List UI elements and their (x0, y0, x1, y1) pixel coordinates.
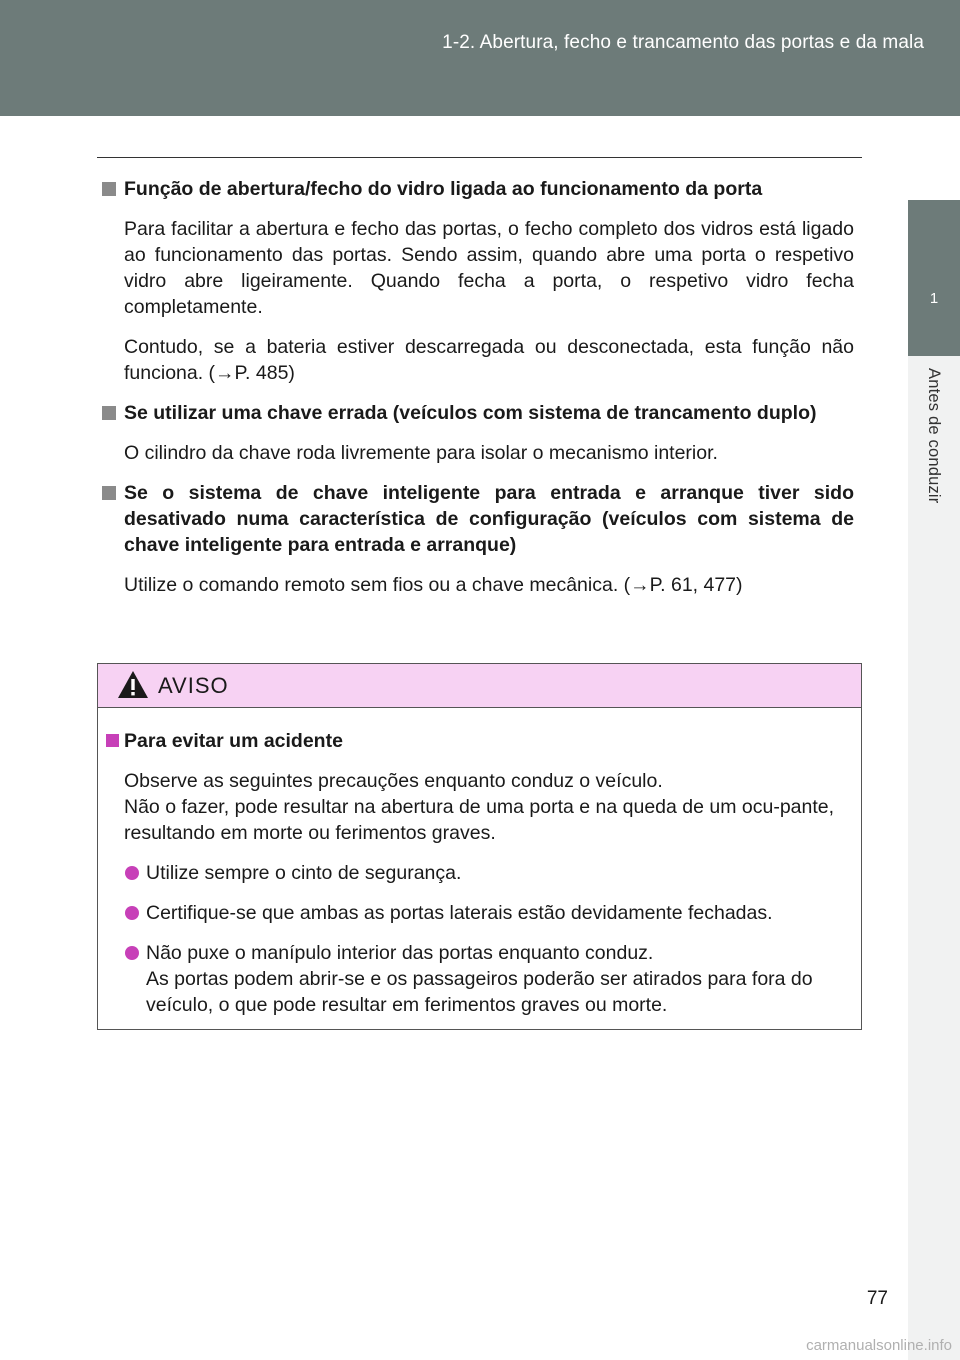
section-paragraph: Utilize o comando remoto sem fios ou a chave mecânica. (→P. 61, 477) (124, 574, 743, 596)
section-heading (102, 400, 854, 426)
warning-text-line: Observe as seguintes precauções enquanto conduz o veículo. (124, 770, 663, 792)
square-bullet-icon (102, 406, 116, 420)
warning-heading (106, 728, 849, 754)
section-paragraph: Para facilitar a abertura e fecho das portas, o fecho completo dos vidros está ligado ao funcionamento das portas. Sendo assim, quando abre uma porta o respetivo vidro abre ligeiramente. Quando fecha a porta, o respetivo vidro fecha completamente. (124, 218, 854, 318)
section-heading-text: Função de abertura/fecho do vidro ligada ao funcionamento da porta (124, 178, 763, 200)
chapter-tab (908, 200, 960, 356)
section-paragraph: O cilindro da chave roda livremente para isolar o mecanismo interior. (124, 442, 718, 464)
section-heading-text: Se utilizar uma chave errada (veículos com sistema de trancamento duplo) (124, 402, 817, 424)
warning-header (98, 664, 861, 708)
section-heading (102, 480, 854, 558)
circle-bullet-icon (125, 906, 139, 920)
warning-box (97, 663, 862, 1030)
section-heading-text: Se o sistema de chave inteligente para entrada e arranque tiver sido desativado numa característica de configuração (veículos com sistema de chave inteligente para entrada e arranque) (124, 482, 854, 556)
main-content (102, 176, 854, 598)
bullet-text: As portas podem abrir-se e os passageiros poderão ser atirados para fora do veículo, o que pode resultar em ferimentos graves ou morte. (146, 968, 813, 1016)
warning-text-line: Não o fazer, pode resultar na abertura de uma porta e na queda de um ocu-pante, resultando em morte ou ferimentos graves. (124, 796, 835, 844)
chapter-label: Antes de conduzir (925, 368, 943, 504)
warning-bullet-item (124, 940, 849, 1018)
bullet-text: Certifique-se que ambas as portas laterais estão devidamente fechadas. (146, 902, 773, 924)
square-bullet-icon (102, 486, 116, 500)
warning-body (98, 708, 861, 1018)
warning-text (124, 768, 849, 846)
watermark: carmanualsonline.info (806, 1337, 952, 1354)
section-heading (102, 176, 854, 202)
warning-heading-text: Para evitar um acidente (124, 730, 343, 752)
section-paragraph: Contudo, se a bateria estiver descarregada ou desconectada, esta função não funciona. (→P. 485) (124, 336, 854, 384)
page-header (0, 0, 960, 116)
warning-bullet-item (124, 860, 849, 886)
warning-triangle-icon (116, 669, 150, 701)
page-number: 77 (866, 1288, 888, 1309)
warning-bullet-item (124, 900, 849, 926)
square-bullet-icon (106, 734, 119, 747)
warning-title: AVISO (158, 673, 229, 698)
chapter-strip (908, 356, 960, 1360)
circle-bullet-icon (125, 946, 139, 960)
chapter-number: 1 (929, 290, 939, 307)
header-title: 1-2. Abertura, fecho e trancamento das portas e da mala (442, 32, 924, 53)
bullet-text: Não puxe o manípulo interior das portas enquanto conduz. (146, 942, 654, 964)
square-bullet-icon (102, 182, 116, 196)
bullet-text: Utilize sempre o cinto de segurança. (146, 862, 462, 884)
circle-bullet-icon (125, 866, 139, 880)
top-divider (97, 157, 862, 158)
